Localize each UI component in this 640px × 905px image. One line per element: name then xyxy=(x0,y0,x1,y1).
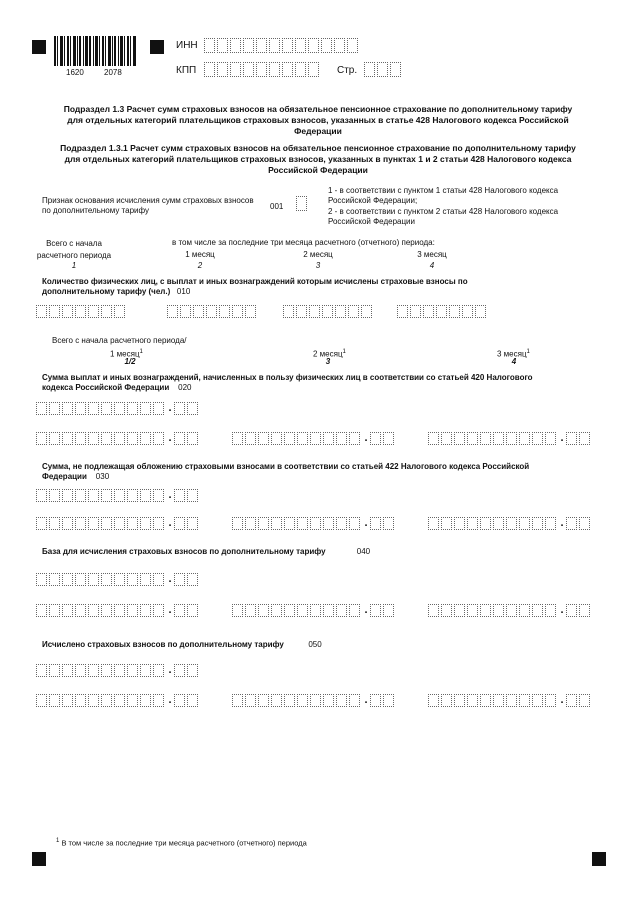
basis-input[interactable] xyxy=(296,196,309,211)
field-010-text: Количество физических лиц, с выплат и иных вознаграждений которым исчислены страховые взносы по дополнительному тарифу (чел.) xyxy=(42,277,468,296)
field-030-total[interactable]: . xyxy=(36,489,200,502)
section-subtitle: Подраздел 1.3.1 Расчет сумм страховых взносов на обязательное пенсионное страхование по дополнительному тарифу для отдельных категорий плательщиков страховых взносов, указанных в пунктах 1 и 2 статьи 428 Налогового кодекса Российской Федерации xyxy=(60,143,576,175)
basis-code: 001 xyxy=(270,202,284,211)
field-010-month1[interactable] xyxy=(167,305,258,318)
inn-label: ИНН xyxy=(176,40,198,51)
col-b-total-label: Всего с начала расчетного периода/ xyxy=(52,336,187,345)
col-b-month3-text: 3 месяц xyxy=(497,349,527,359)
col-month3-label: 3 месяц xyxy=(417,250,447,259)
barcode xyxy=(54,36,138,68)
field-050-month3[interactable]: . xyxy=(428,694,592,707)
col-num-4: 4 xyxy=(429,261,435,270)
col-month1-label: 1 месяц xyxy=(185,250,215,259)
col-num-2: 2 xyxy=(197,261,203,270)
corner-marker-bottom-left xyxy=(32,852,46,866)
field-030-label xyxy=(42,462,562,482)
corner-marker-top-mid xyxy=(150,40,164,54)
field-010-month2[interactable] xyxy=(283,305,374,318)
corner-marker-bottom-right xyxy=(592,852,606,866)
corner-marker-top-left xyxy=(32,40,46,54)
col-b-month2-sup: 1 xyxy=(342,349,346,355)
field-030-code: 030 xyxy=(95,472,110,481)
field-050-month2[interactable]: . xyxy=(232,694,396,707)
field-020-month2[interactable]: . xyxy=(232,432,396,445)
field-020-month3[interactable]: . xyxy=(428,432,592,445)
field-040-month3[interactable]: . xyxy=(428,604,592,617)
col-b-month3-sup: 1 xyxy=(526,349,530,355)
field-050-month1[interactable]: . xyxy=(36,694,200,707)
field-030-month2[interactable]: . xyxy=(232,517,396,530)
barcode-number-2: 2078 xyxy=(104,68,122,77)
field-020-total[interactable]: . xyxy=(36,402,200,415)
field-010-total[interactable] xyxy=(36,305,127,318)
field-040-month2[interactable]: . xyxy=(232,604,396,617)
col-total-label: Всего с начала расчетного периода xyxy=(36,239,112,260)
basis-label: Признак основания исчисления сумм страховых взносов по дополнительному тарифу xyxy=(42,196,254,215)
footnote xyxy=(56,836,307,849)
field-030-month1[interactable]: . xyxy=(36,517,200,530)
footnote-text: В том числе за последние три месяца расчетного (отчетного) периода xyxy=(61,838,307,848)
field-050-code: 050 xyxy=(308,640,322,649)
field-030-month3[interactable]: . xyxy=(428,517,592,530)
field-050-text: Исчислено страховых взносов по дополнительному тарифу xyxy=(42,640,284,649)
col-num-1: 1 xyxy=(71,261,77,270)
kpp-label: КПП xyxy=(176,65,197,76)
field-010-code: 010 xyxy=(176,287,191,296)
col-b-month2-text: 2 месяц xyxy=(313,349,343,359)
col-b-month1-sup: 1 xyxy=(139,349,143,355)
kpp-field[interactable] xyxy=(204,62,321,77)
field-040-text: База для исчисления страховых взносов по дополнительному тарифу xyxy=(42,547,326,556)
section-title: Подраздел 1.3 Расчет сумм страховых взносов на обязательное пенсионное страхование по дополнительному тарифу для отдельных категорий плательщиков страховых взносов, указанных в статье 428 Налогового кодекса Российской Федерации xyxy=(63,104,573,136)
field-020-text: Сумма выплат и иных вознаграждений, начисленных в пользу физических лиц в соответствии со статьей 420 Налогового кодекса Российской Федерации xyxy=(42,373,533,392)
col-b-month1-text: 1 месяц xyxy=(110,349,140,359)
field-020-month1[interactable]: . xyxy=(36,432,200,445)
field-040-label xyxy=(42,547,562,557)
field-040-total[interactable]: . xyxy=(36,573,200,586)
field-020-code: 020 xyxy=(178,383,192,392)
col-month2-label: 2 месяц xyxy=(303,250,333,259)
col-b-num-3: 4 xyxy=(511,357,517,366)
page-number-field[interactable] xyxy=(364,62,403,77)
basis-option-1: 1 - в соответствии с пунктом 1 статьи 428 Налогового кодекса Российской Федерации; xyxy=(328,186,559,205)
field-040-month1[interactable]: . xyxy=(36,604,200,617)
field-050-total[interactable]: . xyxy=(36,664,200,677)
page-label: Стр. xyxy=(337,65,358,76)
footnote-sup: 1 xyxy=(56,838,60,844)
field-040-code: 040 xyxy=(356,547,371,556)
field-050-label xyxy=(42,640,562,650)
basis-option-2: 2 - в соответствии с пунктом 2 статьи 428 Налогового кодекса Российской Федерации xyxy=(328,207,559,226)
col-b-num-1: 1/2 xyxy=(124,357,136,366)
field-030-text: Сумма, не подлежащая обложению страховыми взносами в соответствии со статьей 422 Налогового кодекса Российской Федерации xyxy=(42,462,530,481)
barcode-number-1: 1620 xyxy=(66,68,84,77)
col-b-num-2: 3 xyxy=(325,357,331,366)
field-010-month3[interactable] xyxy=(397,305,488,318)
col-num-3: 3 xyxy=(315,261,321,270)
field-020-label xyxy=(42,373,562,393)
inn-field[interactable] xyxy=(204,38,360,53)
field-010-label xyxy=(42,277,542,297)
col-last3-label: в том числе за последние три месяца расчетного (отчетного) периода: xyxy=(172,238,435,247)
